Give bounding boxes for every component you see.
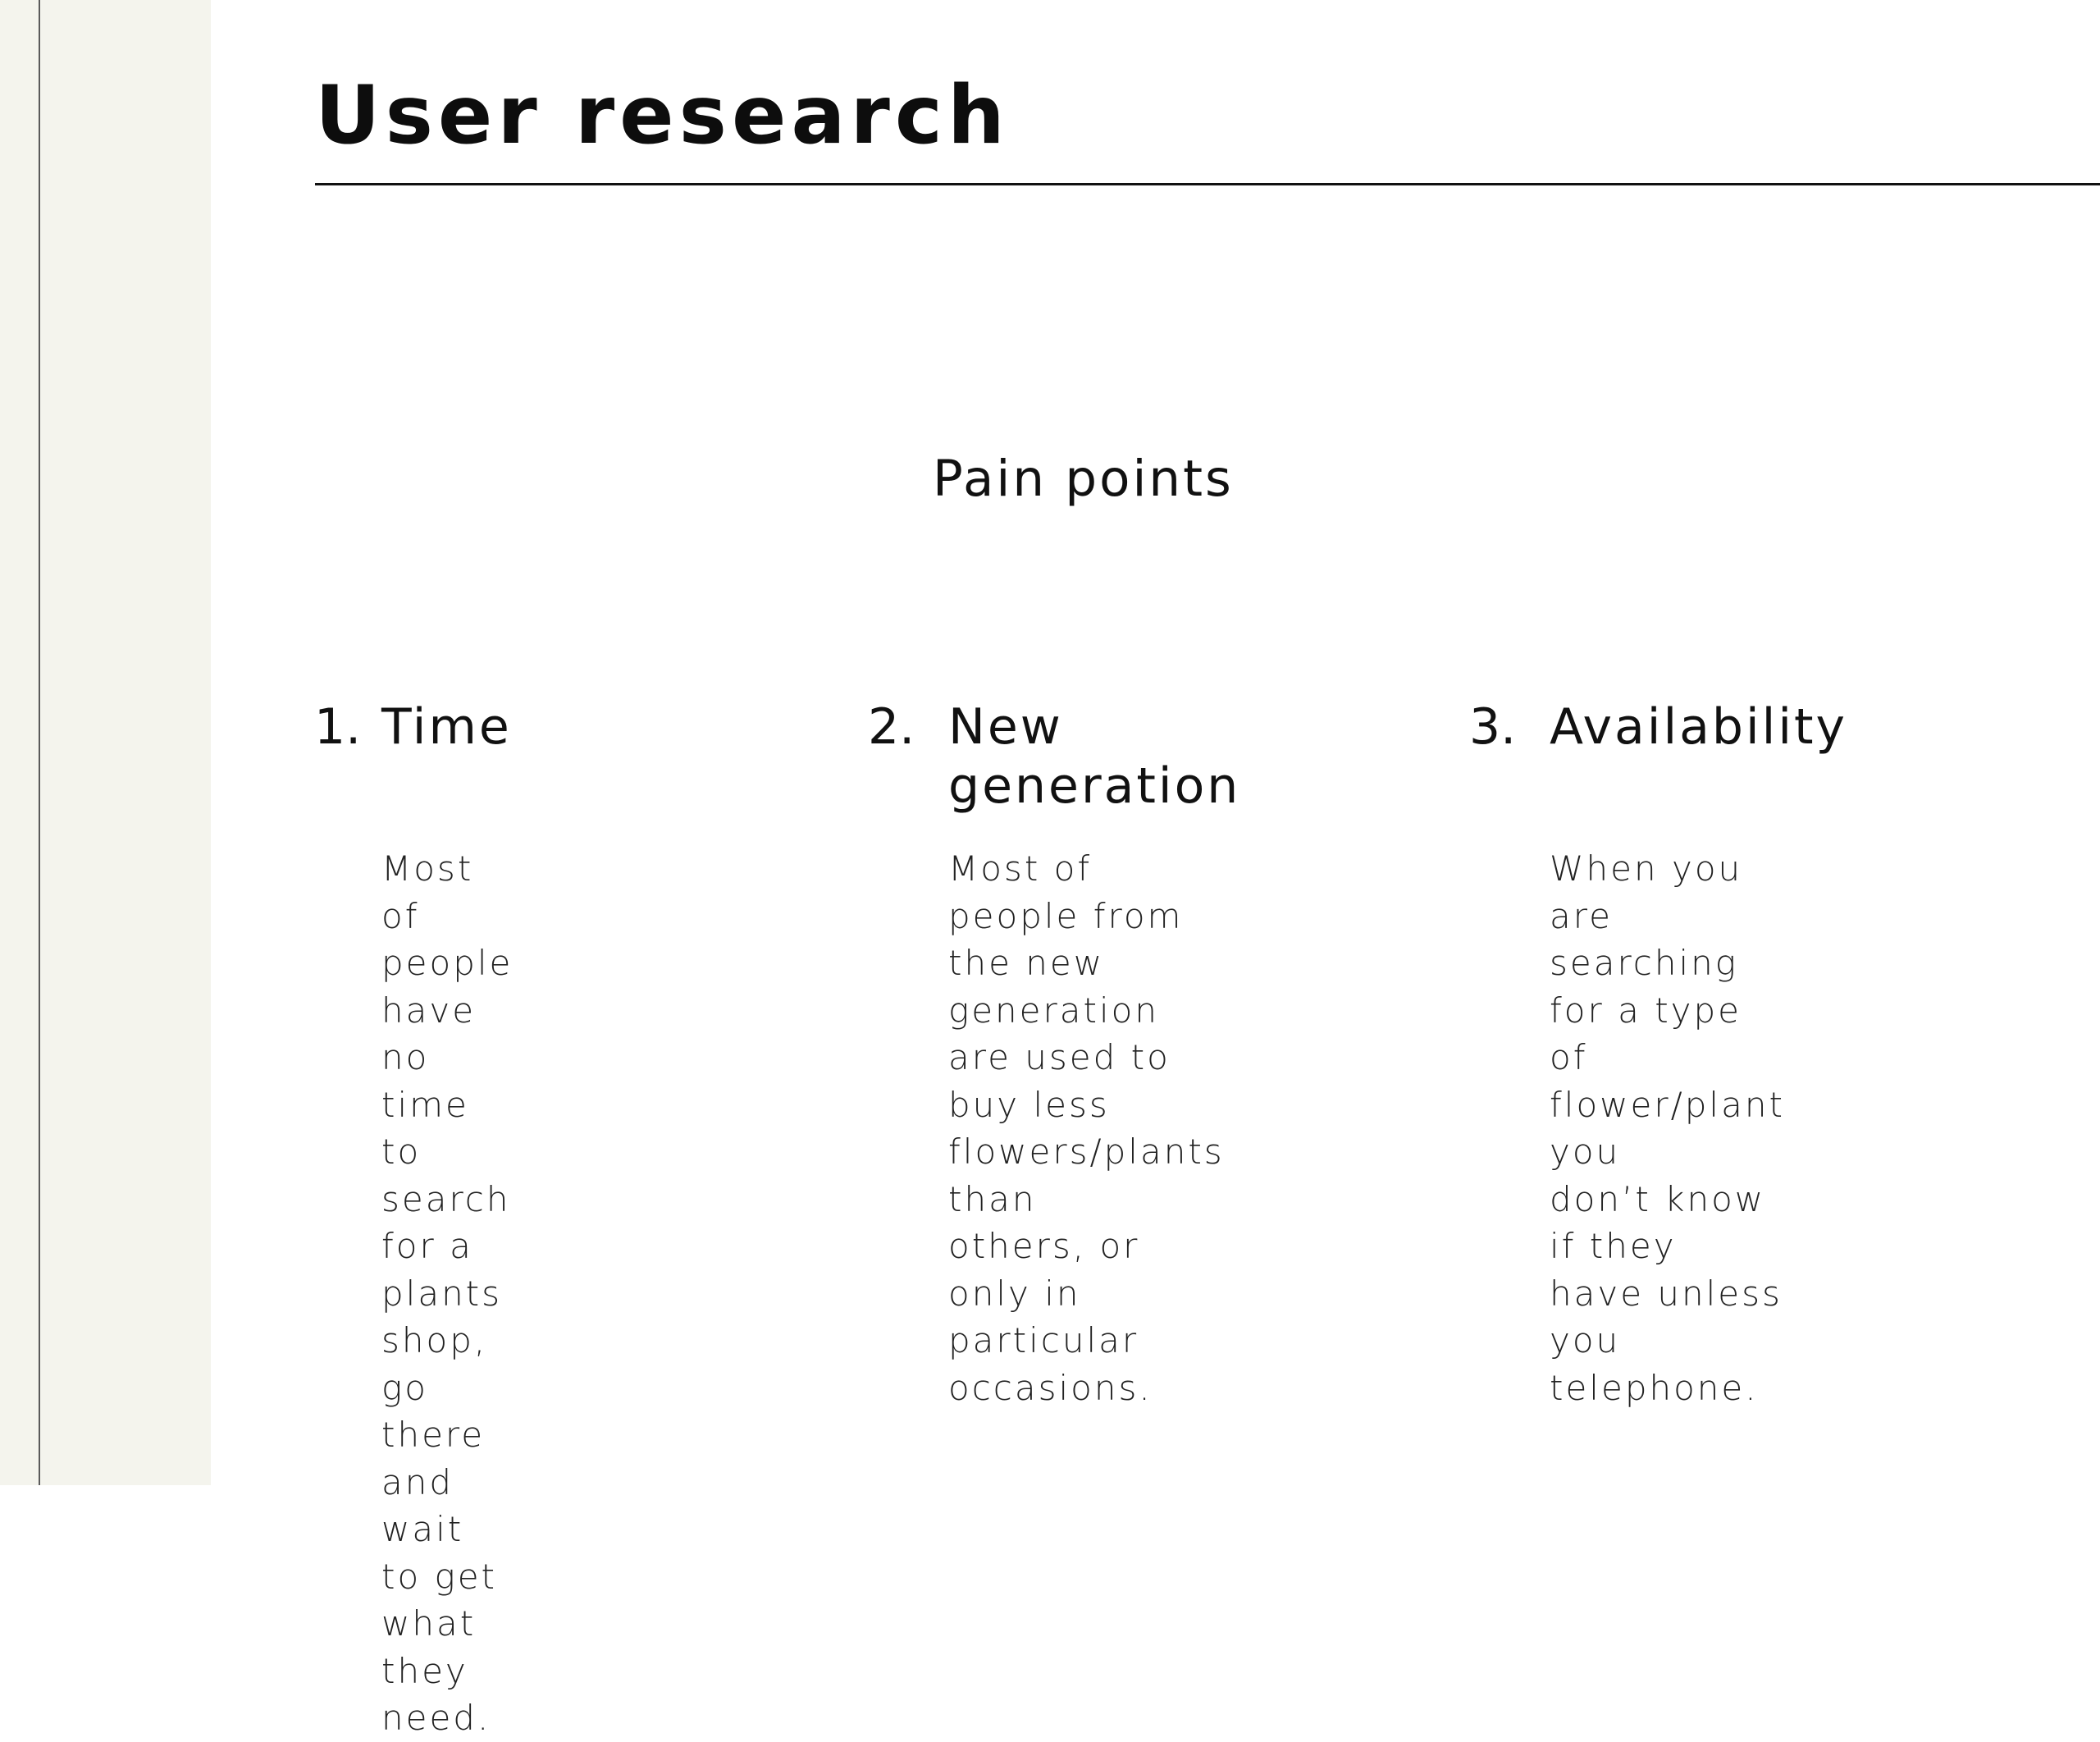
point-number: 2. [868, 698, 915, 756]
point-title: New generation [948, 698, 1241, 815]
point-number: 1. [314, 698, 362, 756]
point-description: Most of people from the new generation are used to buy less flowers/plants than others, or only in particular occasions. [948, 848, 1225, 1408]
point-title: Time [381, 698, 512, 756]
point-description: Most of people have no time to search for a plants shop, go there and wait to get what they need. [381, 848, 514, 1738]
point-number: 3. [1469, 698, 1517, 756]
point-title: Availability [1550, 698, 1848, 756]
sidebar-divider [39, 0, 40, 1485]
sidebar-panel [0, 0, 211, 1485]
point-description: When you are searching for a type of flower/plant you don’t know if they have unless you telephone. [1550, 848, 1785, 1408]
page-title: User research [315, 69, 1010, 162]
section-heading: Pain points [933, 450, 1234, 508]
title-underline [315, 183, 2100, 185]
